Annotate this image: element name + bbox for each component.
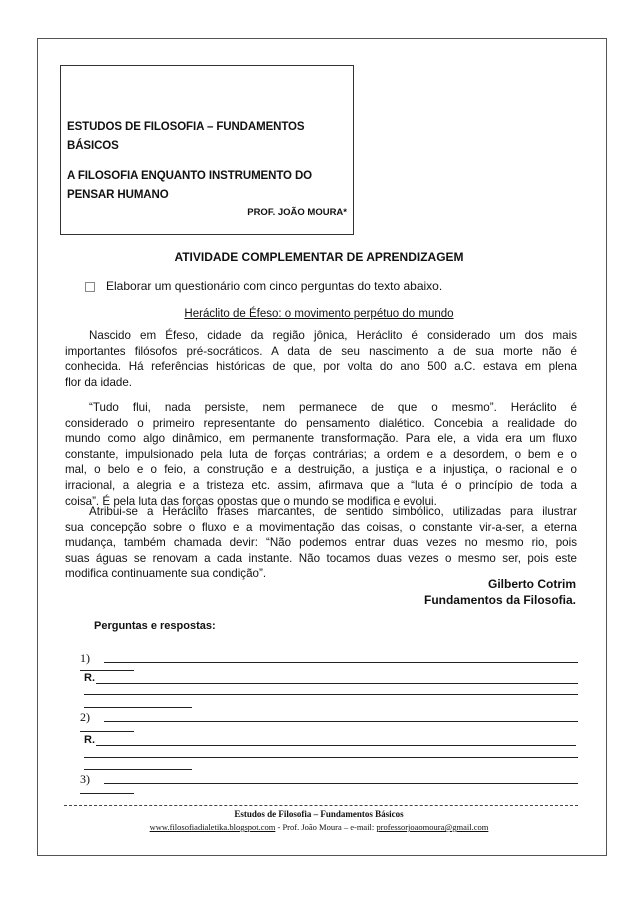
paragraph-line: importantes filósofos pré-socráticos. A data de seu nascimento a de sua morte não é bbox=[65, 344, 577, 358]
question-2-number: 2) bbox=[80, 710, 90, 724]
question-2-line[interactable] bbox=[104, 721, 578, 722]
paragraph-line: mudança, também chamada devir: “Não podemos entrar duas vezes no mesmo rio, pois bbox=[65, 536, 577, 550]
text-subtitle: Heráclito de Éfeso: o movimento perpétuo do mundo bbox=[184, 308, 454, 320]
paragraph-line: flor da idade. bbox=[65, 375, 133, 389]
paragraph-line: “Tudo flui, nada persiste, nem permanece de que o mesmo”. Heráclito é bbox=[89, 401, 577, 414]
course-title-line-1: ESTUDOS DE FILOSOFIA – FUNDAMENTOS bbox=[67, 121, 305, 133]
answer-2-label: R. bbox=[84, 734, 95, 746]
paragraph-line: mal, o belo e o feio, a construção e a destruição, a justiça e a injustiça, o racional e o bbox=[65, 463, 577, 477]
question-1-number: 1) bbox=[80, 651, 90, 665]
question-3-number: 3) bbox=[80, 772, 90, 786]
paragraph-line: considerado o primeiro representante do pensamento dialético. Concebia a realidade do bbox=[65, 416, 577, 430]
answer-1-label: R. bbox=[84, 672, 95, 684]
paragraph-line: modifica continuamente sua condição”. bbox=[65, 567, 267, 581]
paragraph-3 bbox=[65, 504, 577, 582]
course-title-line-2: BÁSICOS bbox=[67, 140, 119, 152]
question-1-line[interactable] bbox=[104, 662, 578, 663]
topic-title-line-1: A FILOSOFIA ENQUANTO INSTRUMENTO DO bbox=[67, 170, 313, 182]
paragraph-line: Nascido em Éfeso, cidade da região jônica, Heráclito é considerado um dos mais bbox=[89, 329, 577, 342]
title-box bbox=[60, 65, 354, 235]
activity-title: ATIVIDADE COMPLEMENTAR DE APRENDIZAGEM bbox=[174, 250, 464, 264]
paragraph-line: sua concepção sobre o fluxo e a movimentação das coisas, o constante vir-a-ser, a eterna bbox=[65, 520, 577, 534]
paragraph-line: suas águas se renovam a cada instante. Não tocamos duas vezes o mesmo ser, pois este bbox=[65, 551, 577, 565]
footer-contact-text: - Prof. João Moura – e-mail: bbox=[275, 822, 377, 832]
paragraph-line: mundo como algo dinâmico, em permanente transformação. Para ele, a vida era um fluxo bbox=[65, 432, 577, 446]
activity-instruction: Elaborar um questionário com cinco perguntas do texto abaixo. bbox=[106, 279, 443, 293]
footer-contact bbox=[0, 822, 638, 832]
footer-email-link[interactable]: professorjoaomoura@gmail.com bbox=[376, 822, 489, 832]
questions-heading: Perguntas e respostas: bbox=[94, 620, 216, 632]
footer-course-title: Estudos de Filosofia – Fundamentos Básicos bbox=[234, 809, 404, 819]
author-name: PROF. JOÃO MOURA* bbox=[247, 207, 347, 218]
checkbox-square-icon bbox=[85, 282, 95, 292]
paragraph-line: irracional, a alegria e a tristeza etc. assim, afirmava que a “luta é o princípio de toda a bbox=[65, 478, 577, 492]
paragraph-1 bbox=[65, 328, 577, 390]
paragraph-line: conhecida. Há referências históricas de que, por volta do ano 500 a.C. estava em plena bbox=[65, 360, 577, 374]
answer-2-line-2[interactable] bbox=[84, 757, 578, 758]
question-3-line-continued[interactable] bbox=[80, 793, 134, 794]
topic-title-line-2: PENSAR HUMANO bbox=[67, 189, 169, 201]
footer-divider bbox=[64, 805, 578, 806]
paragraph-line: Atribui-se a Heráclito frases marcantes, de sentido simbólico, utilizadas para ilustrar bbox=[89, 505, 577, 518]
paragraph-2 bbox=[65, 400, 577, 509]
paragraph-line: coisa”. É pela luta das forças opostas que o mundo se modifica e evolui. bbox=[65, 494, 437, 508]
question-3-line[interactable] bbox=[104, 783, 578, 784]
citation-author: Gilberto Cotrim bbox=[487, 577, 576, 591]
question-1-line-continued[interactable] bbox=[80, 670, 134, 671]
answer-1-line[interactable] bbox=[96, 683, 578, 684]
answer-2-line-3[interactable] bbox=[84, 769, 192, 770]
answer-1-line-3[interactable] bbox=[84, 707, 192, 708]
paragraph-line: constante, impulsionado pela luta de forças contrárias; a ordem e a desordem, o bem e o bbox=[65, 447, 577, 461]
footer-blog-link[interactable]: www.filosofiadialetika.blogspot.com bbox=[149, 822, 276, 832]
citation-book: Fundamentos da Filosofia. bbox=[423, 593, 576, 607]
answer-2-line[interactable] bbox=[96, 745, 576, 746]
answer-1-line-2[interactable] bbox=[84, 694, 578, 695]
question-2-line-continued[interactable] bbox=[80, 731, 134, 732]
